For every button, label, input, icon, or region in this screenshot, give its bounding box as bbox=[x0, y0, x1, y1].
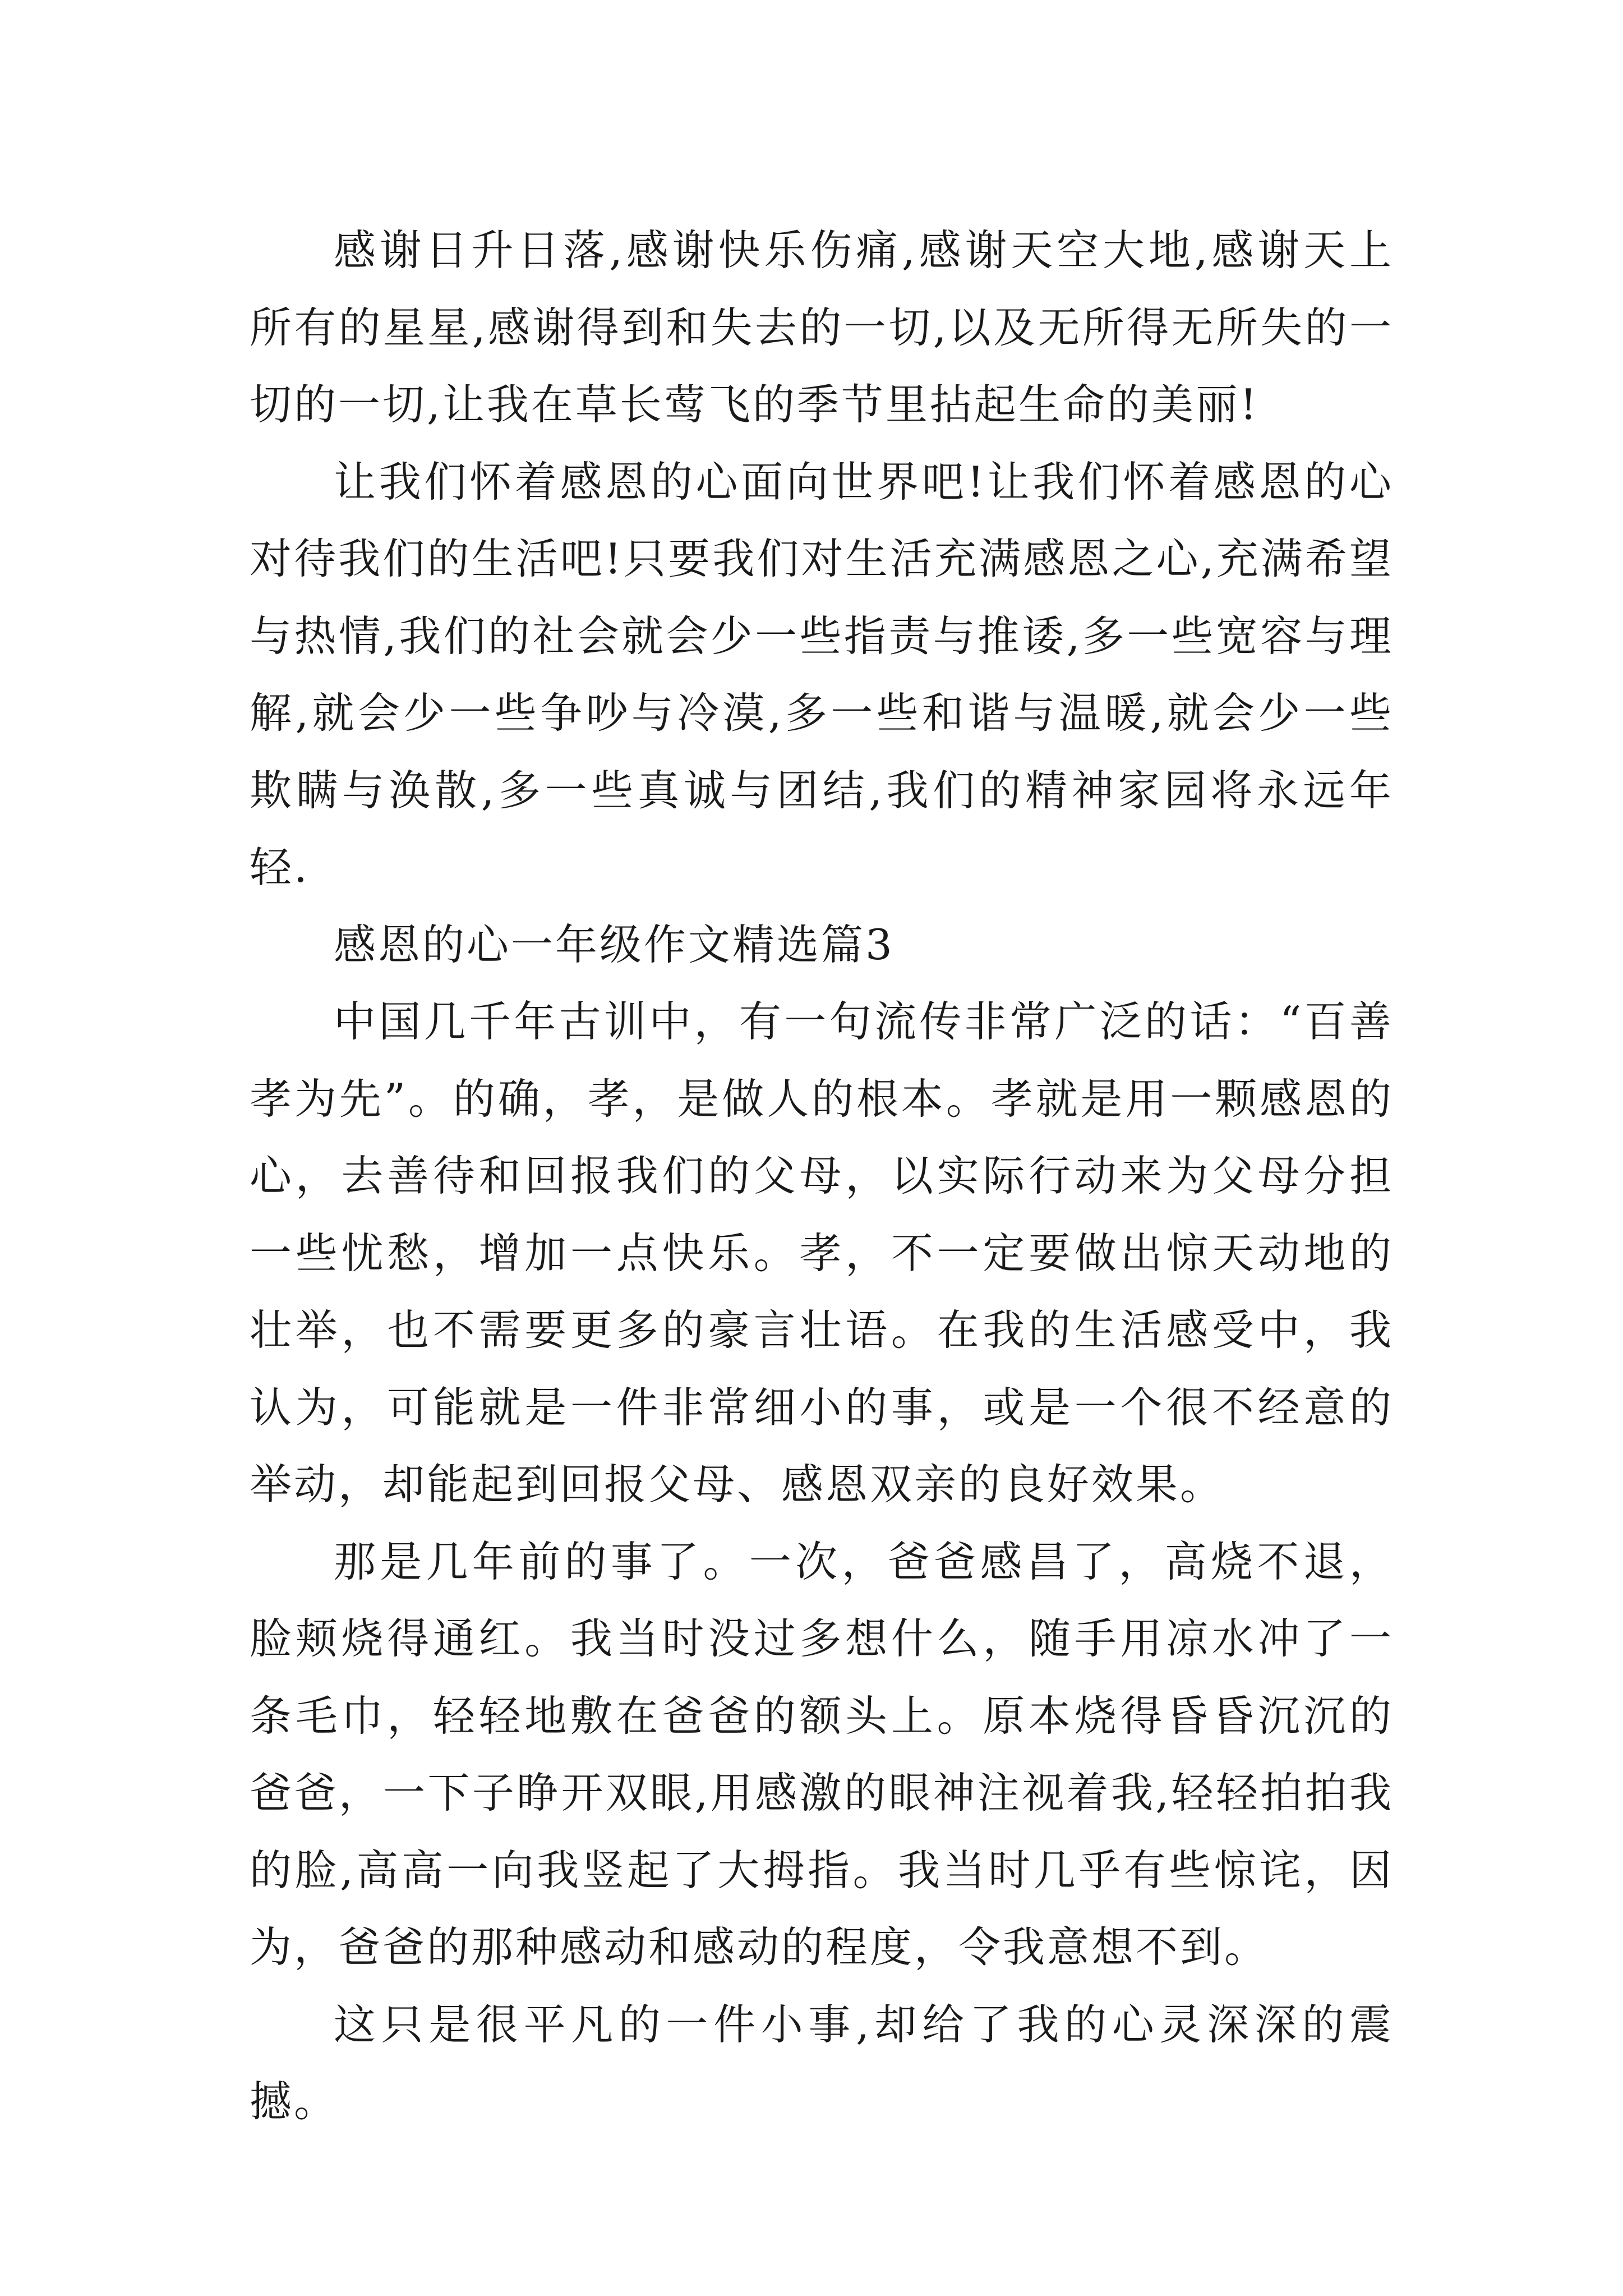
paragraph-gratitude-world: 让我们怀着感恩的心面向世界吧!让我们怀着感恩的心对待我们的生活吧!只要我们对生活充满感恩之心,充满希望与热情,我们的社会就会少一些指责与推诿,多一些宽容与理解,就会少一些争吵与冷漠,多一些和谐与温暖,就会少一些欺瞒与涣散,多一些真诚与团结,我们的精神家园将永远年轻. bbox=[250, 457, 1394, 892]
paragraph-gratitude-list: 感谢日升日落,感谢快乐伤痛,感谢天空大地,感谢天上所有的星星,感谢得到和失去的一切,以及无所得无所失的一切的一切,让我在草长莺飞的季节里拈起生命的美丽! bbox=[250, 226, 1394, 429]
paragraph-filial-piety: 中国几千年古训中，有一句流传非常广泛的话：“百善孝为先”。的确，孝，是做人的根本。孝就是用一颗感恩的心，去善待和回报我们的父母，以实际行动来为父母分担一些忧愁，增加一点快乐。孝，不一定要做出惊天动地的壮举，也不需要更多的豪言壮语。在我的生活感受中，我认为，可能就是一件非常细小的事，或是一个很不经意的举动，却能起到回报父母、感恩双亲的良好效果。 bbox=[250, 997, 1394, 1509]
document-body bbox=[250, 212, 1394, 2141]
section-title: 感恩的心一年级作文精选篇3 bbox=[334, 919, 895, 969]
paragraph-small-thing: 这只是很平凡的一件小事,却给了我的心灵深深的震撼。 bbox=[250, 1999, 1394, 2126]
paragraph-father-fever: 那是几年前的事了。一次，爸爸感昌了，高烧不退，脸颊烧得通红。我当时没过多想什么，随手用凉水冲了一条毛巾，轻轻地敷在爸爸的额头上。原本烧得昏昏沉沉的爸爸，一下子睁开双眼,用感激的眼神注视着我,轻轻拍拍我的脸,高高一向我竖起了大拇指。我当时几乎有些惊诧，因为，爸爸的那种感动和感动的程度，令我意想不到。 bbox=[250, 1536, 1394, 1972]
